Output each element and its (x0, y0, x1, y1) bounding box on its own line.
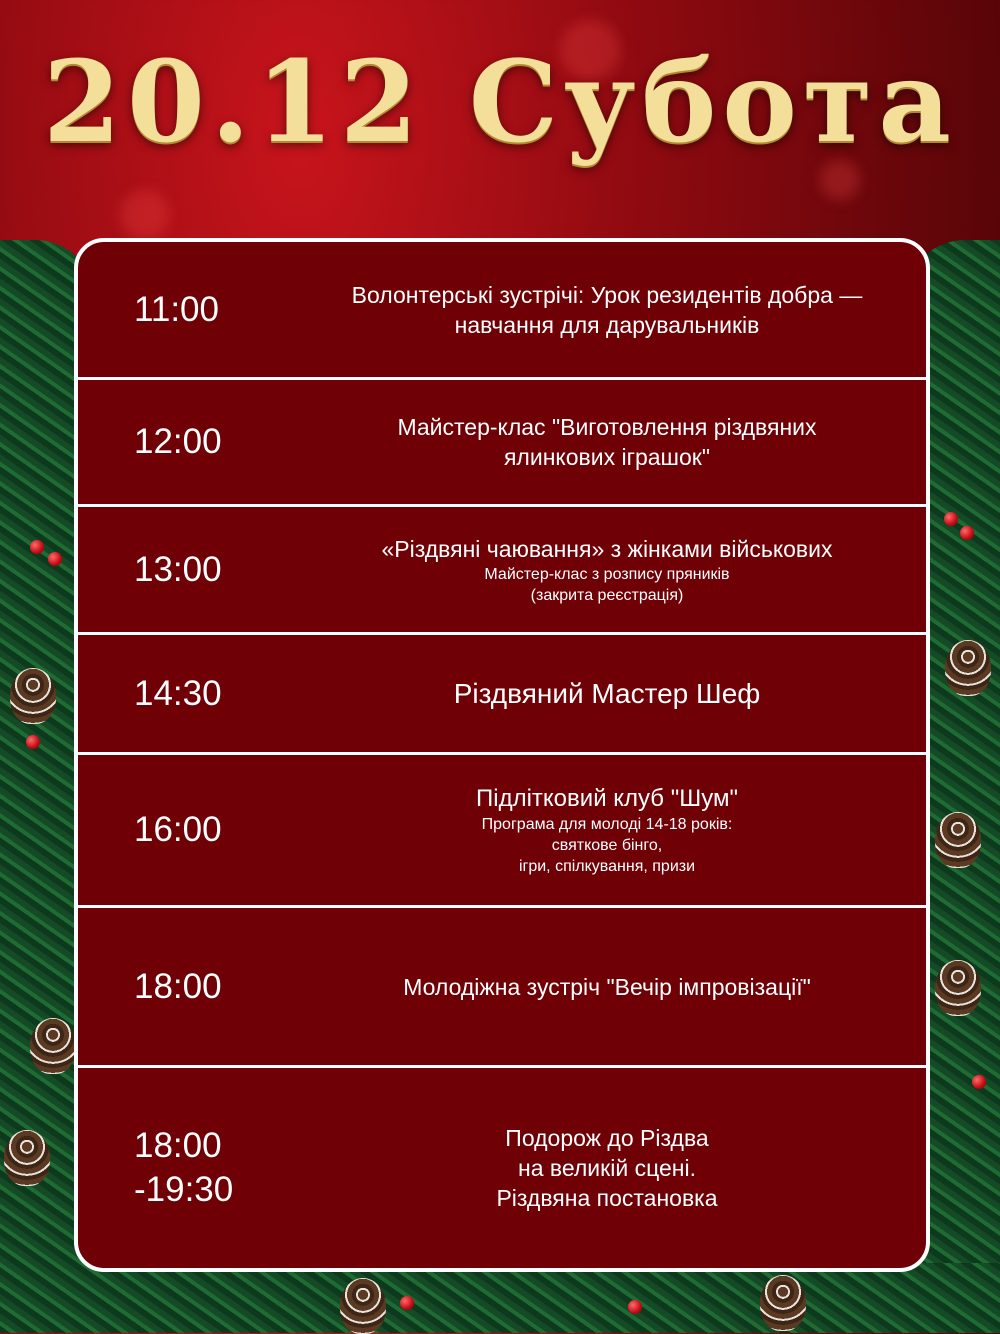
berry-decoration (972, 1075, 986, 1089)
pinecone-decoration (935, 960, 981, 1016)
event-subtitle: ігри, спілкування, призи (518, 857, 696, 875)
event-title-line2: на великій сцені. (518, 1155, 696, 1181)
event-time: 18:00 (134, 966, 222, 1006)
schedule-row (78, 1068, 926, 1268)
event-title-line2: навчання для дарувальників (454, 311, 760, 338)
page-title: 20.12 Субота (43, 37, 957, 168)
event-description (318, 972, 926, 1002)
event-time: 14:30 (134, 673, 222, 713)
event-title: Майстер-клас "Виготовлення різдвяних (397, 414, 817, 440)
event-subtitle: Майстер-клас з розпису пряників (484, 565, 730, 583)
bokeh-light (120, 190, 170, 240)
pinecone-decoration (4, 1130, 50, 1186)
berry-decoration (26, 735, 40, 749)
berry-decoration (48, 552, 62, 566)
schedule-panel (74, 238, 930, 1272)
berry-decoration (400, 1296, 414, 1310)
garland-bottom (0, 1263, 1000, 1333)
event-title-line3: Різдвяна постановка (496, 1185, 718, 1211)
event-title-line2: ялинкових іграшок" (503, 444, 711, 470)
pinecone-decoration (945, 640, 991, 696)
event-description (318, 1123, 926, 1213)
berry-decoration (30, 540, 44, 554)
event-title: Подорож до Різдва (505, 1125, 709, 1151)
event-description (318, 679, 926, 709)
event-time: 11:00 (134, 289, 219, 329)
event-time: 13:00 (134, 549, 222, 589)
pinecone-decoration (935, 812, 981, 868)
event-description (318, 280, 926, 340)
event-time (78, 1124, 318, 1212)
berry-decoration (960, 526, 974, 540)
event-description (318, 534, 926, 606)
event-time: 12:00 (134, 422, 222, 461)
event-description (318, 412, 926, 472)
event-subtitle: Програма для молоді 14-18 років: (481, 815, 733, 833)
event-title: Молодіжна зустріч "Вечір імпровізації" (403, 973, 811, 1000)
pinecone-decoration (10, 668, 56, 724)
berry-decoration (944, 512, 958, 526)
schedule-row (78, 380, 926, 507)
event-title: Різдвяний Мастер Шеф (453, 677, 761, 709)
pinecone-decoration (30, 1018, 76, 1074)
event-time-start: 18:00 (134, 1126, 222, 1165)
pinecone-decoration (340, 1278, 386, 1334)
event-time: 16:00 (134, 810, 222, 849)
schedule-row (78, 635, 926, 755)
event-title: «Різдвяні чаювання» з жінками військових (381, 535, 833, 562)
schedule-row (78, 908, 926, 1068)
schedule-row (78, 242, 926, 380)
berry-decoration (628, 1300, 642, 1314)
event-subtitle: святкове бінго, (551, 836, 663, 854)
schedule-row (78, 507, 926, 635)
event-time-end: -19:30 (134, 1170, 234, 1209)
event-subtitle: (закрита реєстрація) (530, 586, 684, 604)
event-description (318, 784, 926, 877)
schedule-row (78, 755, 926, 908)
pinecone-decoration (760, 1275, 806, 1331)
event-title: Волонтерські зустрічі: Урок резидентів добра — (351, 281, 863, 308)
event-title: Підлітковий клуб "Шум" (476, 784, 738, 812)
